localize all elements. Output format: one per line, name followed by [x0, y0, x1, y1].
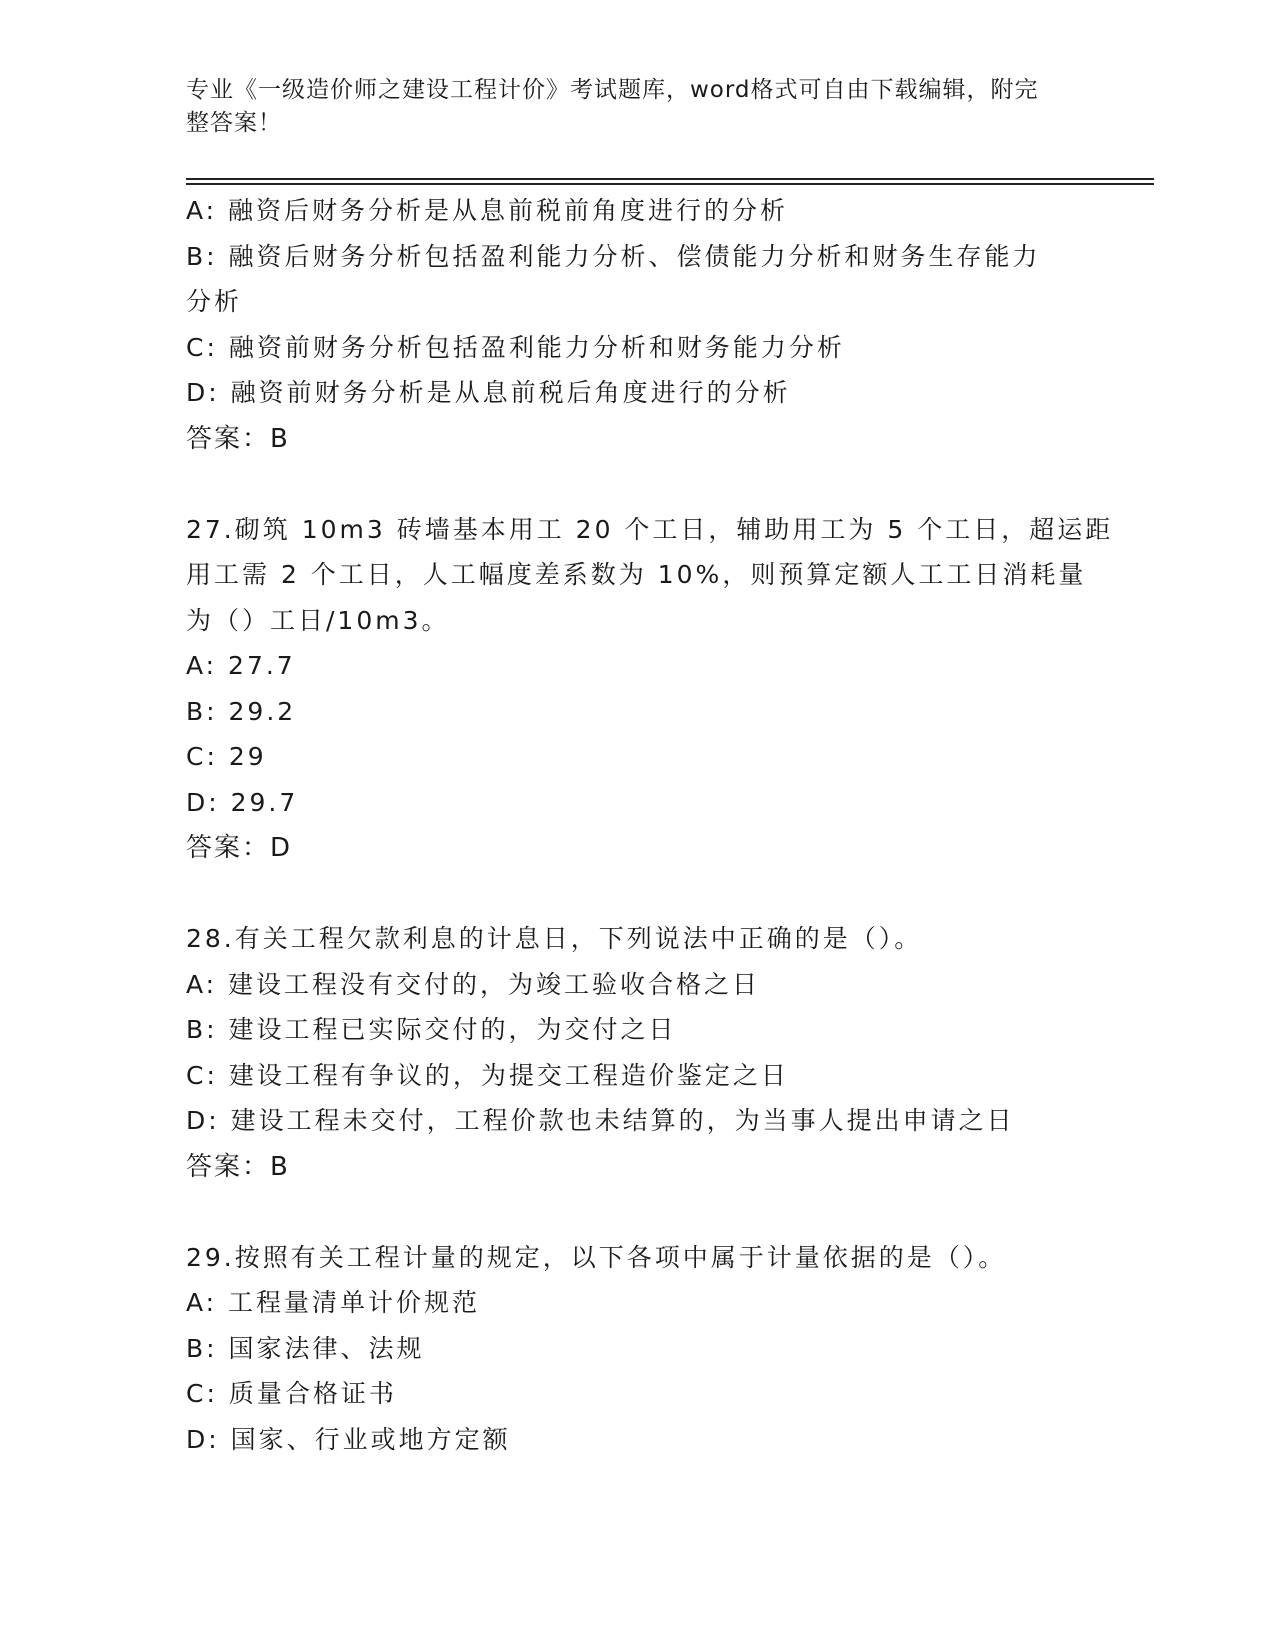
- question-26: [186, 188, 1086, 462]
- option-d: D: 国家、行业或地方定额: [186, 1424, 511, 1454]
- question-28: [186, 916, 1086, 1190]
- option-a: A: 融资后财务分析是从息前税前角度进行的分析: [186, 196, 789, 225]
- question-stem-line-2: 用工需 2 个工日，人工幅度差系数为 10%，则预算定额人工工日消耗量: [186, 560, 1087, 589]
- header-divider-top: [186, 178, 1154, 180]
- spacer: [186, 871, 1086, 916]
- option-b: B: 29.2: [186, 696, 297, 726]
- header-divider-bottom: [186, 183, 1154, 185]
- option-c: C: 质量合格证书: [186, 1379, 397, 1408]
- option-c: C: 融资前财务分析包括盈利能力分析和财务能力分析: [186, 332, 845, 362]
- option-a: A: 工程量清单计价规范: [186, 1288, 481, 1317]
- option-b: B: 融资后财务分析包括盈利能力分析、偿债能力分析和财务生存能力: [186, 241, 1041, 271]
- question-list: [186, 188, 1114, 1462]
- option-b-continued: 分析: [186, 287, 243, 316]
- spacer: [186, 1190, 1086, 1235]
- option-c: C: 建设工程有争议的，为提交工程造价鉴定之日: [186, 1060, 789, 1090]
- option-d: D: 建设工程未交付，工程价款也未结算的，为当事人提出申请之日: [186, 1106, 1015, 1135]
- option-b: B: 建设工程已实际交付的，为交付之日: [186, 1015, 677, 1044]
- spacer: [186, 462, 1086, 507]
- question-stem-line-3: 为（）工日/10m3。: [186, 605, 450, 635]
- option-b: B: 国家法律、法规: [186, 1333, 425, 1363]
- document-header: [186, 74, 1066, 140]
- header-line-2: 整答案！: [186, 110, 282, 136]
- question-stem: 28.有关工程欠款利息的计息日，下列说法中正确的是（）。: [186, 924, 923, 953]
- option-c: C: 29: [186, 742, 267, 771]
- answer: 答案：B: [186, 1151, 290, 1182]
- answer: 答案：D: [186, 833, 293, 863]
- option-d: D: 29.7: [186, 787, 299, 817]
- header-line-1: 专业《一级造价师之建设工程计价》考试题库，word格式可自由下载编辑，附完: [186, 77, 1039, 103]
- option-d: D: 融资前财务分析是从息前税后角度进行的分析: [186, 378, 791, 407]
- option-a: A: 建设工程没有交付的，为竣工验收合格之日: [186, 969, 761, 999]
- question-stem-line-1: 27.砌筑 10m3 砖墙基本用工 20 个工日，辅助用工为 5 个工日，超运距: [186, 514, 1114, 544]
- option-a: A: 27.7: [186, 651, 296, 680]
- question-stem: 29.按照有关工程计量的规定，以下各项中属于计量依据的是（）。: [186, 1242, 1007, 1272]
- question-29: [186, 1235, 1086, 1463]
- question-27: [186, 507, 1114, 872]
- answer: 答案：B: [186, 423, 290, 454]
